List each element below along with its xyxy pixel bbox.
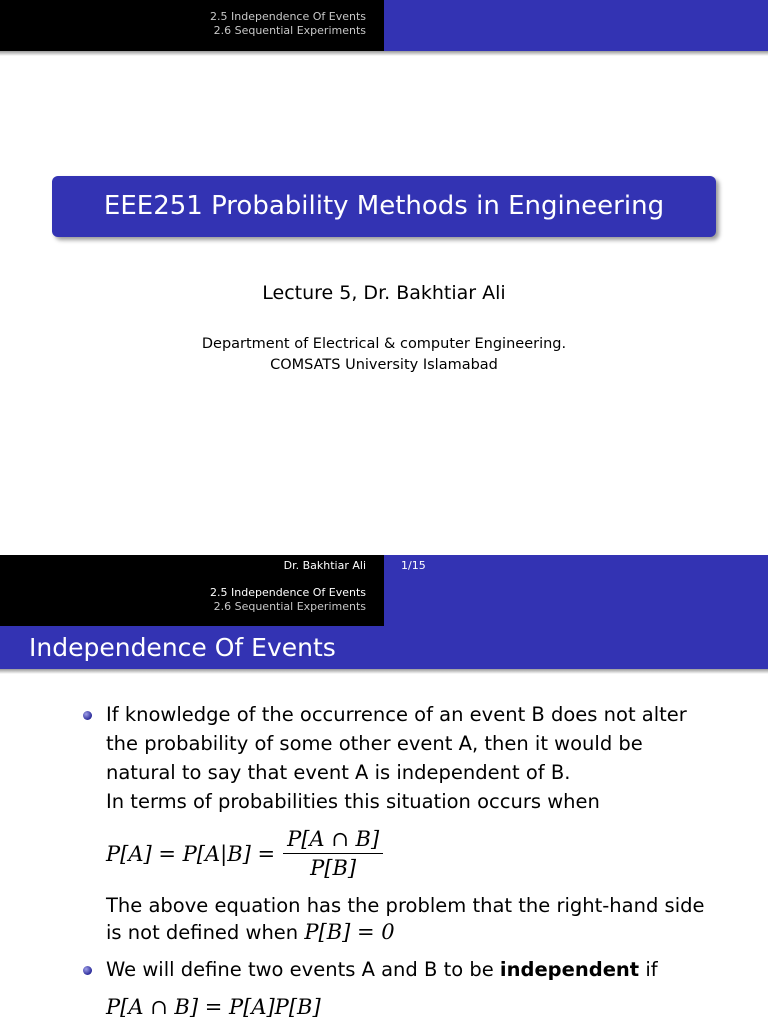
nav-section-sequential[interactable]: 2.6 Sequential Experiments (213, 24, 366, 37)
fraction-numerator: P[A ∩ B] (283, 826, 383, 854)
department-line: Department of Electrical & computer Engineering. (201, 336, 567, 352)
bullet2 (0, 955, 768, 984)
bullet2-end: if (639, 958, 658, 981)
slide2-body (0, 700, 768, 816)
footer-page-panel (384, 555, 768, 576)
slide2-header (0, 576, 768, 626)
header-accent-panel (384, 576, 768, 626)
paragraph-line: The above equation has the problem that the right-hand side (106, 894, 705, 917)
footer-author: Dr. Bakhtiar Ali (283, 559, 366, 572)
university-line: COMSATS University Islamabad (270, 357, 498, 373)
bullet1-line: the probability of some other event A, then it would be (106, 732, 643, 755)
nav-section-independence[interactable]: 2.5 Independence Of Events (210, 586, 366, 599)
bullet1-line: If knowledge of the occurrence of an event B does not alter (106, 703, 687, 726)
slide1-header (0, 0, 768, 51)
nav-section-sequential[interactable]: 2.6 Sequential Experiments (213, 600, 366, 613)
frame-title-shadow (0, 669, 768, 674)
explanation-paragraph (106, 892, 705, 946)
list-item (0, 700, 768, 816)
equation-lhs: P[A] = P[A|B] = (106, 842, 276, 866)
frame-title-bar (0, 626, 768, 669)
header-nav-panel (0, 0, 384, 51)
frame-title: Independence Of Events (29, 633, 336, 662)
fraction-denominator: P[B] (310, 855, 357, 880)
bullet2-bold: independent (499, 958, 640, 981)
header-shadow (0, 51, 768, 56)
bullet-icon (83, 966, 92, 975)
header-nav-panel (0, 576, 384, 626)
footer-author-panel (0, 555, 384, 576)
slide1-footer (0, 555, 768, 576)
equation-independence-text: P[A ∩ B] = P[A]P[B] (106, 995, 321, 1019)
institute (0, 334, 768, 376)
paragraph-text: is not defined when (106, 921, 305, 944)
equation-independence (106, 995, 321, 1019)
bullet2-text: We will define two events A and B to be (106, 958, 500, 981)
bullet-icon (83, 711, 92, 720)
bullet1-line: In terms of probabilities this situation occurs when (106, 790, 600, 813)
paragraph-line (106, 919, 705, 946)
equation-conditional (106, 822, 383, 886)
equation-fraction (283, 826, 383, 883)
lecture-author: Lecture 5, Dr. Bakhtiar Ali (262, 282, 506, 304)
header-accent-panel (384, 0, 768, 51)
inline-math: P[B] = 0 (304, 920, 395, 944)
list-item (0, 955, 768, 984)
bullet1-line: natural to say that event A is independent of B. (106, 761, 571, 784)
footer-page-number: 1/15 (401, 559, 426, 572)
nav-section-independence[interactable]: 2.5 Independence Of Events (210, 10, 366, 23)
presentation-title: EEE251 Probability Methods in Engineering (52, 176, 716, 237)
